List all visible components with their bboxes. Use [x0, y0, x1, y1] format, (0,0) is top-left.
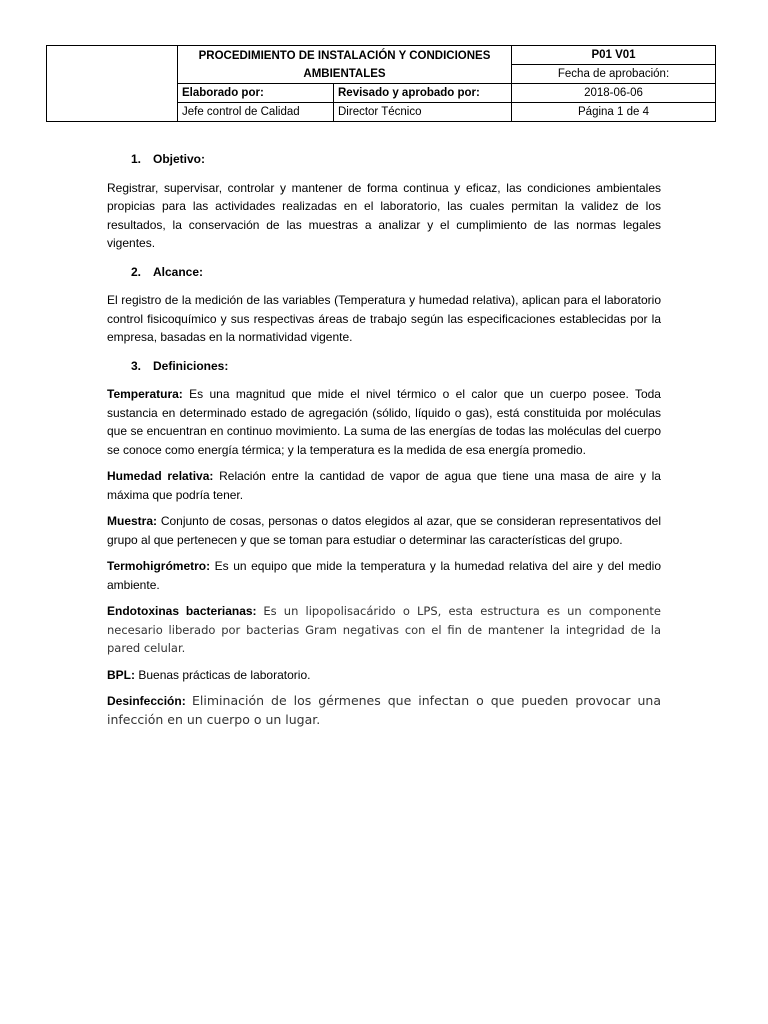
document-header-table: [46, 45, 716, 122]
definition-term: Humedad relativa:: [107, 469, 214, 483]
approval-date: 2018-06-06: [512, 84, 716, 103]
definition-muestra: [107, 512, 661, 549]
alcance-text: El registro de la medición de las variables (Temperatura y humedad relativa), aplican para el laboratorio control fisicoquímico y sus respectivas áreas de trabajo según las especificaciones establecidas por la empresa, basadas en la normatividad vigente.: [107, 293, 661, 344]
logo-cell: [47, 46, 178, 122]
definition-text: Eliminación de los gérmenes que infectan o que pueden provocar una infección en un cuerpo o un lugar.: [107, 693, 661, 727]
definition-text: Relación entre la cantidad de vapor de agua que tiene una masa de aire y la máxima que podría tener.: [107, 469, 661, 502]
definition-bpl: [107, 666, 661, 685]
section-heading-objetivo: [107, 150, 661, 169]
section-heading-definiciones: [107, 357, 661, 376]
document-title: PROCEDIMIENTO DE INSTALACIÓN Y CONDICIONES AMBIENTALES: [178, 46, 512, 84]
prepared-by: Jefe control de Calidad: [178, 103, 334, 122]
definition-text: Conjunto de cosas, personas o datos elegidos al azar, que se consideran representativos del grupo al que pertenecen y que se toman para estudiar o determinar las características del grupo.: [107, 514, 661, 547]
definition-temperatura: [107, 385, 661, 459]
section-number: 1.: [131, 152, 142, 166]
definition-term: Endotoxinas bacterianas:: [107, 604, 257, 618]
definition-term: Temperatura:: [107, 387, 183, 401]
prepared-by-label: Elaborado por:: [178, 84, 334, 103]
definition-term: Termohigrómetro:: [107, 559, 211, 573]
section-title: Objetivo:: [153, 152, 206, 166]
document-body: [107, 150, 661, 737]
definition-text: Buenas prácticas de laboratorio.: [138, 667, 311, 682]
section-number: 3.: [131, 358, 142, 373]
section-title: Alcance:: [153, 264, 204, 279]
definition-endotoxinas: [107, 602, 661, 658]
reviewed-by: Director Técnico: [334, 103, 512, 122]
section-title: Definiciones:: [153, 358, 229, 373]
definition-desinfeccion: [107, 692, 661, 729]
definition-text: Es un equipo que mide la temperatura y la humedad relativa del aire y del medio ambiente.: [107, 559, 661, 592]
definition-humedad-relativa: [107, 467, 661, 504]
definition-termohigrometro: [107, 557, 661, 594]
definition-term: Desinfección:: [107, 694, 186, 708]
definition-term: BPL:: [107, 667, 135, 682]
approval-date-label: Fecha de aprobación:: [512, 65, 716, 84]
definition-term: Muestra:: [107, 514, 158, 528]
objetivo-text: Registrar, supervisar, controlar y mantener de forma continua y eficaz, las condiciones ambientales propicias para las actividades realizadas en el laboratorio, las cuales permitan la validez de los resultados, la conservación de las muestras a analizar y el cumplimiento de las normas legales vigentes.: [107, 180, 661, 250]
section-number: 2.: [131, 264, 142, 279]
page-number: Página 1 de 4: [512, 103, 716, 122]
section-heading-alcance: [107, 263, 661, 282]
definition-text: Es un lipopolisacárido o LPS, esta estructura es un componente necesario liberado por bacterias Gram negativas con el fin de mantener la integridad de la pared celular.: [107, 604, 661, 655]
definition-text: Es una magnitud que mide el nivel térmico o el calor que un cuerpo posee. Toda sustancia en determinado estado de agregación (sólido, líquido o gas), está constituida por moléculas que se encuentran en continuo movimiento. La suma de las energías de todas las moléculas del cuerpo se conoce como energía térmica; y la temperatura es la medida de esa energía promedio.: [107, 387, 661, 457]
document-code: P01 V01: [512, 46, 716, 65]
reviewed-by-label: Revisado y aprobado por:: [334, 84, 512, 103]
